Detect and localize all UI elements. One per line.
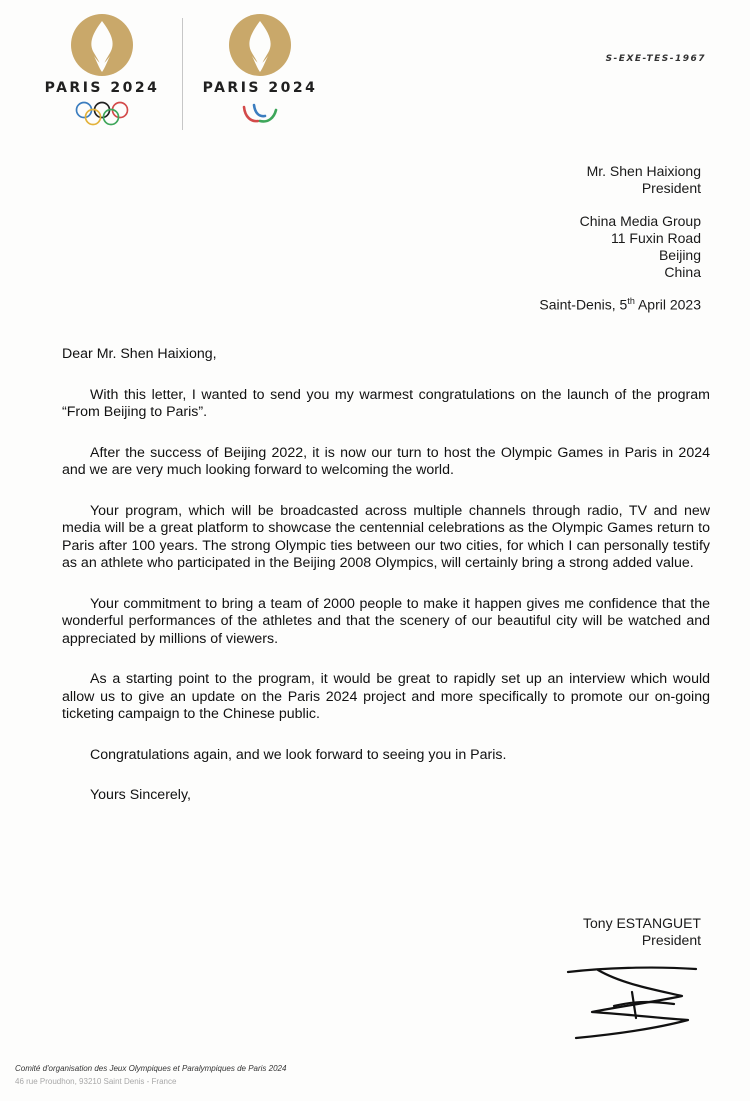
- recipient-street: 11 Fuxin Road: [610, 230, 701, 246]
- signer-name: Tony ESTANGUET: [583, 915, 701, 931]
- paragraph-5: As a starting point to the program, it would be great to rapidly set up an interview which would allow us to give an update on the Paris 2024 project and more specifically to promote our on-going ticketing campaign to the Chinese public.: [62, 671, 710, 722]
- paralympic-logo: [196, 12, 324, 127]
- recipient-title: President: [641, 180, 701, 196]
- paralympic-wordmark: PARIS 2024: [202, 80, 318, 96]
- logo-divider: [182, 18, 183, 130]
- recipient-organization: China Media Group: [579, 213, 701, 229]
- handwritten-signature-icon: [562, 962, 710, 1046]
- olympic-flame-logo-icon: [71, 12, 133, 78]
- paragraph-2: After the success of Beijing 2022, it is now our turn to host the Olympic Games in Paris in 2024 and we are very much looking forward to welcoming the world.: [62, 444, 710, 478]
- paragraph-4: Your commitment to bring a team of 2000 people to make it happen gives me confidence that the wonderful performances of the athletes and that the scenery of our beautiful city will be watched and appreciated by millions of viewers.: [62, 595, 710, 647]
- signer-title: President: [641, 932, 701, 948]
- paragraph-3: Your program, which will be broadcasted across multiple channels through radio, TV and new media will be a great platform to showcase the centennial celebrations as the Olympic Games return to Paris after 100 years. The strong Olympic ties between our two cities, for which I can personally testify as an athlete who participated in the Beijing 2008 Olympics, will certainly bring a strong added value.: [62, 502, 710, 571]
- salutation: Dear Mr. Shen Haixiong,: [62, 346, 217, 362]
- paralympic-flame-logo-icon: [229, 12, 291, 78]
- recipient-city: Beijing: [658, 247, 701, 263]
- date-month-year: April 2023: [634, 296, 701, 313]
- footer-organization: Comité d'organisation des Jeux Olympiques et Paralympiques de Paris 2024: [15, 1064, 287, 1073]
- reference-number: S-EXE-TES-1967: [605, 54, 706, 64]
- letter-date: [539, 296, 701, 313]
- paragraph-1: With this letter, I wanted to send you my warmest congratulations on the launch of the program “From Beijing to Paris”.: [62, 386, 710, 420]
- recipient-country: China: [664, 264, 701, 280]
- olympic-wordmark: PARIS 2024: [44, 80, 160, 96]
- paralympic-agitos-icon: [238, 101, 282, 127]
- date-ordinal-suffix: th: [627, 296, 635, 306]
- letter-body: [62, 346, 710, 805]
- closing-sign-off: Yours Sincerely,: [90, 787, 191, 803]
- signer-block: [583, 915, 701, 949]
- olympic-logo: [38, 12, 166, 127]
- closing-congratulations: Congratulations again, and we look forward to seeing you in Paris.: [90, 746, 507, 763]
- date-place-day: Saint-Denis, 5: [539, 296, 628, 313]
- recipient-name: Mr. Shen Haixiong: [586, 163, 701, 179]
- footer-address: 46 rue Proudhon, 93210 Saint Denis - France: [15, 1077, 177, 1086]
- recipient-address-block: [401, 163, 701, 281]
- olympic-rings-icon: [74, 101, 130, 127]
